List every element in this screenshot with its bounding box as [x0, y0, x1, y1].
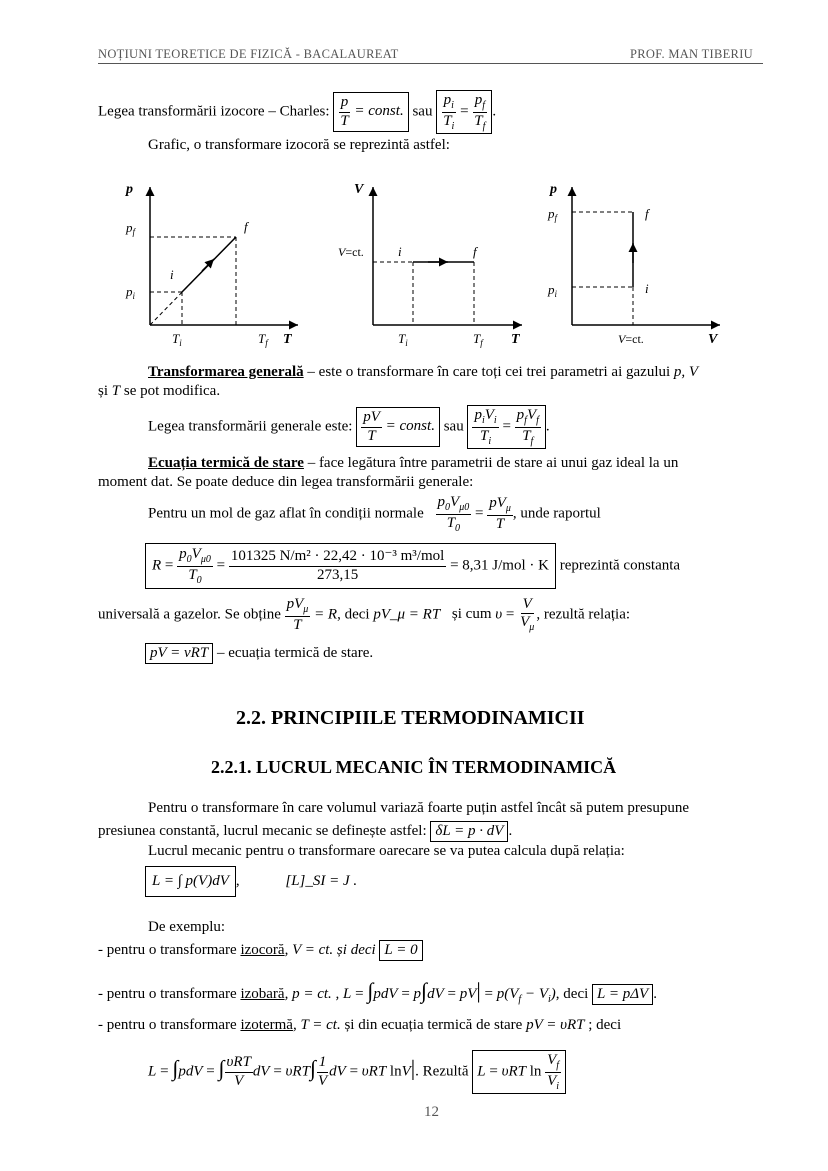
r-calc-formula: R = $\frac{p_0V_{\mu 0}}{T_0}$ = $\frac{\text{101325 N/m² · 22,42 · 10⁻³ m³/mol}}{273,15}$ = 8,31 J/mol · K: [145, 543, 556, 589]
example-izobara: - pentru o transformare izobară, p = ct. , $L = \int pdV = p\int dV = pV| = p(V_f - V_i)$, deci L = pΔV .: [98, 978, 657, 1005]
header-rule: [98, 63, 763, 64]
d2-y-label: V: [354, 182, 364, 197]
charles-formula-1: $\frac{p}{T}$ = const.: [333, 92, 408, 132]
final-equation: pV = νRT – ecuația termică de stare.: [145, 643, 373, 664]
general-line2: și T se pot modifica.: [98, 383, 221, 399]
unit-si: [L]_SI = J .: [285, 873, 358, 889]
d1-pf-label: $p_f$: [126, 220, 136, 237]
page-number: 12: [424, 1104, 439, 1120]
section-heading: 2.2. PRINCIPIILE TERMODINAMICII: [236, 707, 585, 729]
d3-vct-label: V=ct.: [618, 332, 644, 346]
charles-formula-2: $\frac{p_i}{T_i}$ = $\frac{p_f}{T_f}$: [436, 90, 492, 134]
integral-row: L = ∫ p(V)dV , [L]_SI = J .: [145, 866, 357, 897]
ecuatia-line2: moment dat. Se poate deduce din legea transformării generale:: [98, 474, 474, 490]
general-formula-2: $\frac{p_iV_i}{T_i}$ = $\frac{p_fV_f}{T_f}$: [467, 405, 545, 449]
general-title: Transformarea generală: [148, 364, 304, 380]
d1-tf-label: $T_f$: [258, 331, 268, 348]
dl-formula: δL = p · dV: [430, 821, 508, 842]
r-constanta-text: reprezintă constanta: [559, 557, 681, 574]
d3-point-f: f: [645, 206, 649, 221]
header-left: NOȚIUNI TEORETICE DE FIZICĂ - BACALAUREAT: [98, 47, 399, 61]
r-calc-row: [145, 543, 680, 589]
d3-x-label: V: [708, 332, 718, 347]
d1-x-label: T: [283, 332, 292, 347]
d3-pi-label: $p_i$: [548, 282, 558, 299]
ecuatia-line1: Ecuația termică de stare – face legătura între parametrii de stare ai unui gaz ideal la un: [148, 455, 679, 471]
header-right: PROF. MAN TIBERIU: [630, 47, 753, 61]
diagram-p-V: [547, 182, 720, 347]
lucru-p2: Lucrul mecanic pentru o transformare oarecare se va putea calcula după relația:: [148, 843, 625, 859]
charles-law: Legea transformării izocore – Charles: $\frac{p}{T}$ = const. sau $\frac{p_i}{T_i}$ = $\frac{p_f}{T_f}$ .: [98, 90, 496, 134]
d1-ti-label: $T_i$: [172, 331, 182, 348]
d2-vct-label: V=ct.: [338, 245, 364, 259]
graph-intro: Grafic, o transformare izocoră se reprezintă astfel:: [148, 137, 450, 153]
isochoric-diagrams: [98, 175, 738, 350]
lucru-p1-line2: presiunea constantă, lucrul mecanic se definește astfel: δL = p · dV .: [98, 821, 512, 842]
d1-y-label: p: [126, 182, 133, 197]
exemplu: De exemplu:: [148, 919, 226, 935]
example-izoterma: - pentru o transformare izotermă, T = ct. și din ecuația termică de stare pV = υRT ; deci: [98, 1017, 622, 1033]
general-line1: Transformarea generală – este o transformare în care toți cei trei parametri ai gazului p, V: [148, 364, 699, 380]
ecuatia-title: Ecuația termică de stare: [148, 455, 304, 471]
d2-point-i: i: [398, 244, 402, 259]
example-izocora: - pentru o transformare izocoră, V = ct. și deci L = 0: [98, 940, 423, 961]
izobara-result: L = pΔV: [592, 984, 653, 1005]
general-formula-1: $\frac{pV}{T}$ = const.: [356, 407, 440, 447]
ecuatia-mol: Pentru un mol de gaz aflat în condiții normale $\frac{p_0V_{\mu 0}}{T_0}$ = $\frac{pV_\mu}{T}$ , unde raportul: [148, 494, 601, 534]
d3-point-i: i: [645, 281, 649, 296]
izocora-result: L = 0: [379, 940, 422, 961]
d1-point-i: i: [170, 267, 174, 282]
charles-text: Legea transformării izocore – Charles:: [98, 103, 330, 120]
d2-tf-label: $T_f$: [473, 331, 483, 348]
izoterma-derivation: L = ∫pdV = ∫ $\frac{\text{υRT}}{V}$ dV = υRT∫ $\frac{1}{V}$ dV = υRT lnV|. Rezultă L = υRT ln $\frac{V_f}{V_i}$: [148, 1050, 566, 1094]
d1-point-f: f: [244, 219, 248, 234]
universala-row: universală a gazelor. Se obține $\frac{pV_\mu}{T}$ = R, deci pV_μ = RT și cum υ = $\frac{V}{V_\mu}$ , rezultă relația:: [98, 596, 631, 634]
izoterma-result: L = υRT ln $\frac{V_f}{V_i}$: [472, 1050, 566, 1094]
d1-pi-label: $p_i$: [126, 284, 136, 301]
charles-sau: sau: [412, 103, 433, 120]
diagram-V-T: [338, 182, 522, 348]
lucru-p1-line1: Pentru o transformare în care volumul variază foarte puțin astfel încât să putem presupune: [148, 800, 690, 816]
diagram-p-T: [125, 182, 298, 348]
subsection-heading: 2.2.1. LUCRUL MECANIC ÎN TERMODINAMICĂ: [211, 757, 617, 777]
general-law: Legea transformării generale este: $\frac{pV}{T}$ = const. sau $\frac{p_iV_i}{T_i}$ = $\frac{p_fV_f}{T_f}$ .: [148, 405, 550, 449]
d2-point-f: f: [473, 244, 477, 259]
d2-x-label: T: [511, 332, 520, 347]
d3-pf-label: $p_f$: [548, 206, 558, 223]
d3-y-label: p: [550, 182, 557, 197]
d2-ti-label: $T_i$: [398, 331, 408, 348]
pv-nrt-box: pV = νRT: [145, 643, 213, 664]
integral-formula: L = ∫ p(V)dV: [145, 866, 236, 897]
